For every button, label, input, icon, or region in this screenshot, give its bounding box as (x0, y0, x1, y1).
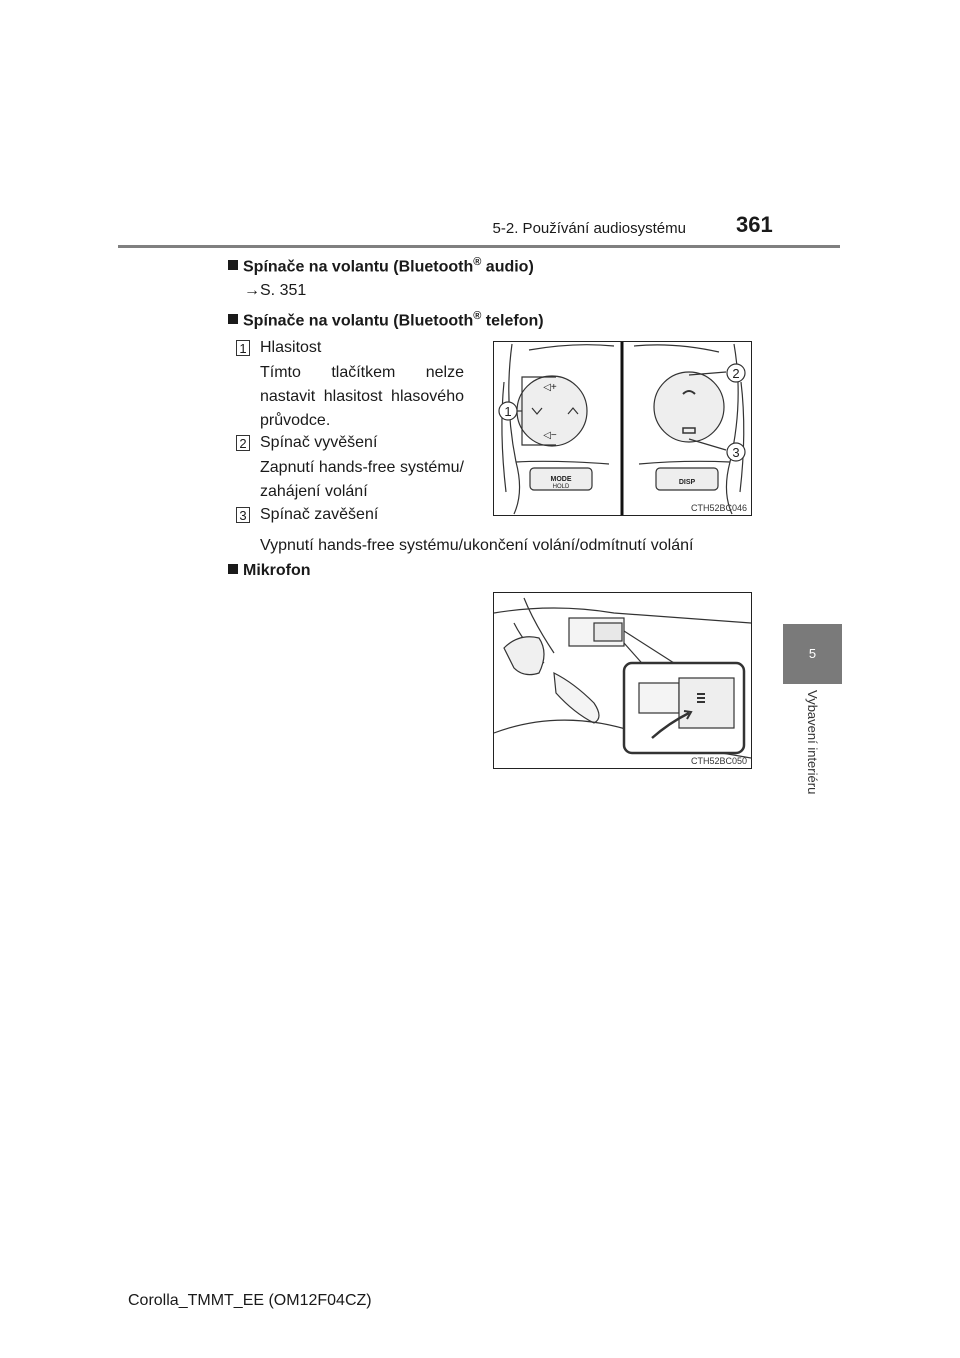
figure-code: CTH52BC046 (690, 503, 747, 513)
heading-microphone: Mikrofon (228, 562, 311, 580)
figure-steering-switches (493, 341, 752, 516)
square-bullet-icon (228, 564, 238, 574)
page-number: 361 (736, 212, 773, 237)
item-3-title: Spínač zavěšení (260, 506, 379, 523)
figure-code: CTH52BC050 (690, 756, 747, 766)
item-2-description: Zapnutí hands-free systému/ zahájení volání (260, 459, 464, 500)
hold-button-label: HOLD (552, 484, 570, 490)
item-1-title: Hlasitost (260, 339, 322, 356)
square-bullet-icon (228, 314, 238, 324)
page-reference[interactable]: →S. 351 (244, 282, 307, 299)
disp-button-label: DISP (678, 479, 696, 486)
item-number-3: 3 (236, 507, 250, 523)
heading-bluetooth-phone: Spínače na volantu (Bluetooth® telefon) (228, 310, 544, 330)
figure-microphone (493, 592, 752, 769)
vol-up-icon: ◁+ (543, 382, 557, 393)
item-1-description: Tímto tlačítkem nelze nastavit hlasitost hlasového průvodce. (260, 364, 464, 429)
vol-down-icon: ◁− (543, 430, 557, 441)
footer-model: Corolla_TMMT_EE (OM12F04CZ) (128, 1292, 372, 1309)
callout-3: 3 (732, 445, 740, 460)
chapter-label: Vybavení interiéru (804, 690, 820, 795)
steering-wheel-illustration (494, 342, 751, 515)
item-2-title: Spínač vyvěšení (260, 434, 378, 451)
heading-bluetooth-audio: Spínače na volantu (Bluetooth® audio) (228, 256, 534, 276)
callout-2: 2 (732, 366, 740, 381)
microphone-illustration (494, 593, 751, 768)
square-bullet-icon (228, 260, 238, 270)
callout-1: 1 (504, 404, 512, 419)
item-number-2: 2 (236, 435, 250, 451)
arrow-icon: → (244, 282, 260, 299)
section-header: 5-2. Používání audiosystému (492, 220, 686, 237)
header-divider (118, 245, 840, 248)
chapter-number-tab[interactable]: 5 (783, 624, 842, 684)
item-3-description: Vypnutí hands-free systému/ukončení volání/odmítnutí volání (260, 537, 694, 554)
item-number-1: 1 (236, 340, 250, 356)
mode-button-label: MODE (550, 476, 572, 483)
